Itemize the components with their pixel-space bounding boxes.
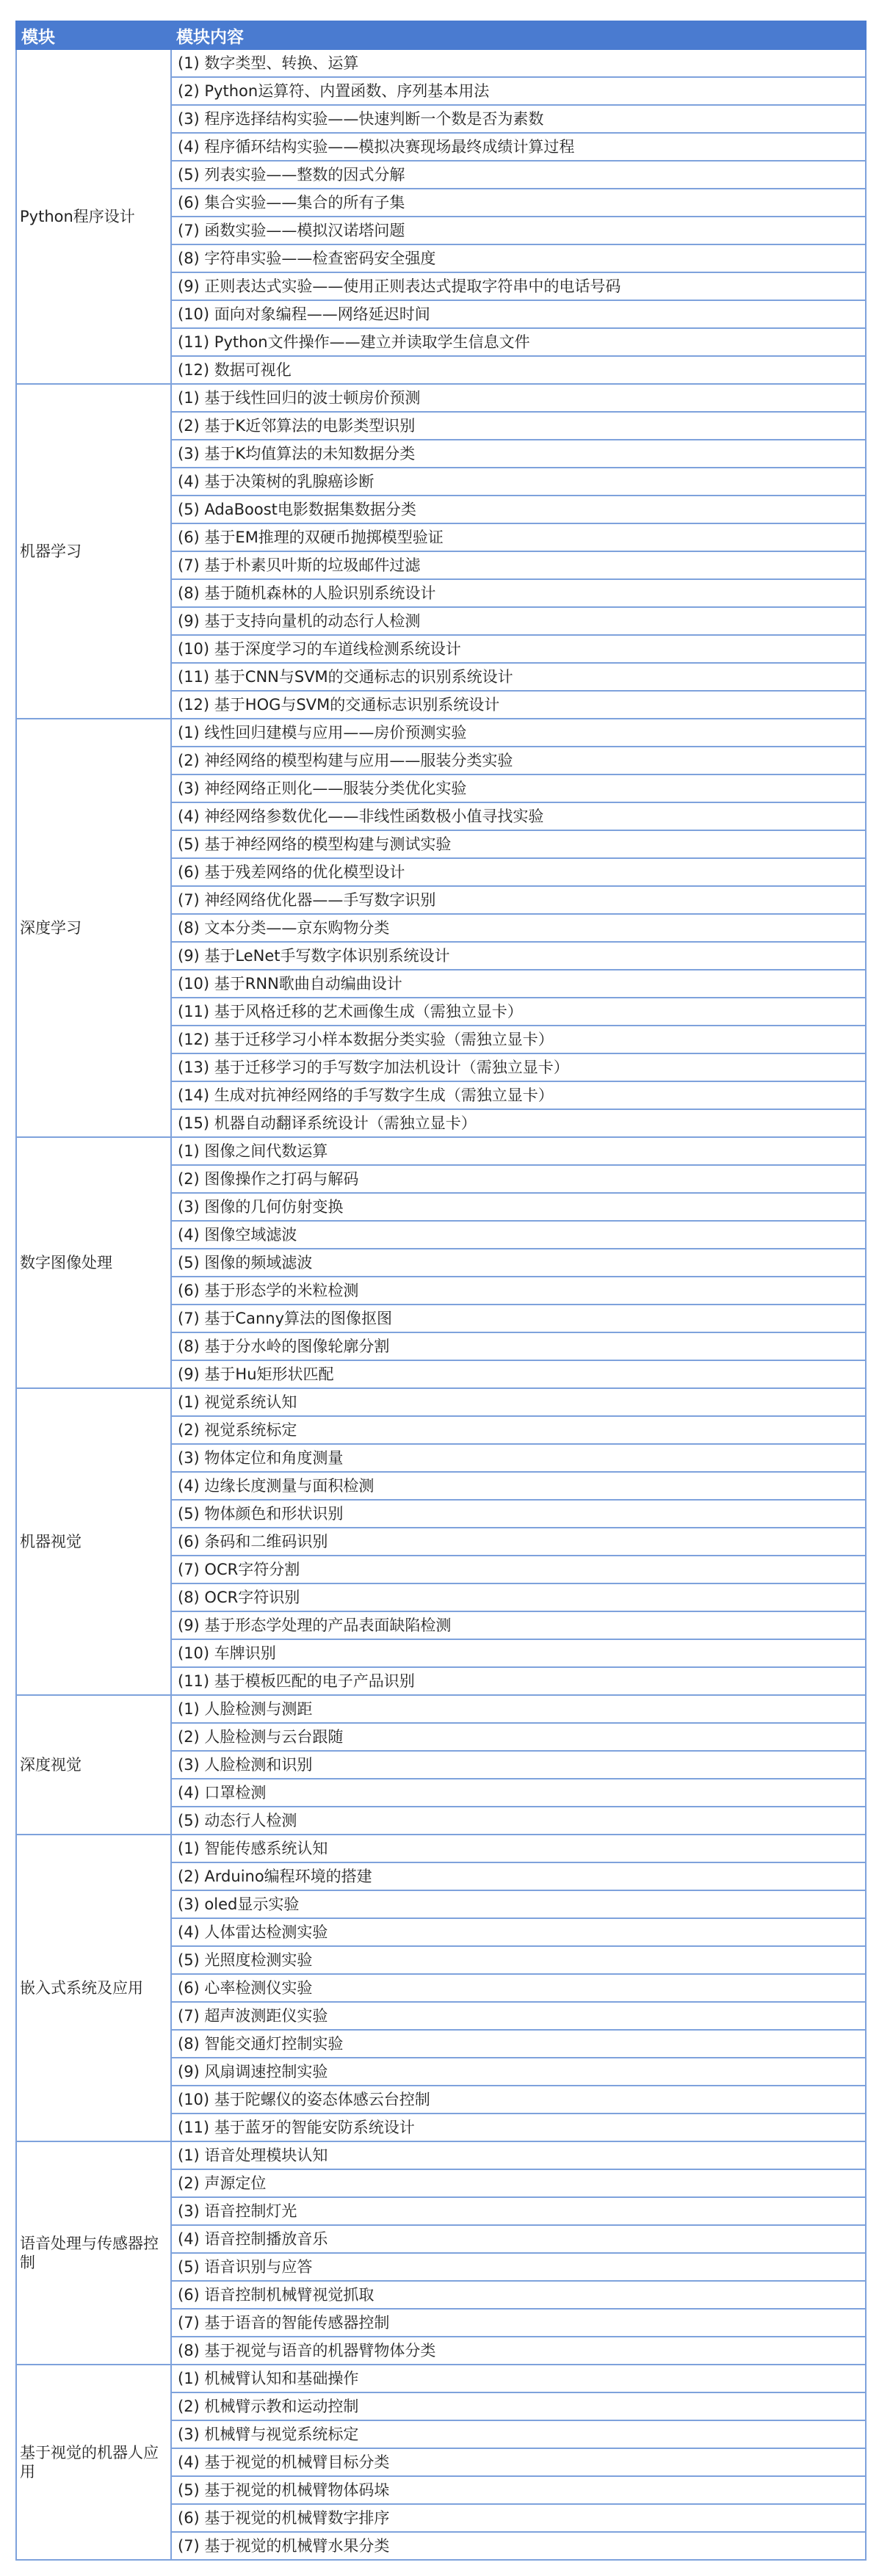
module-item-cell: (3) 机械臂与视觉系统标定 [171, 2420, 866, 2448]
module-item-cell: (1) 语音处理模块认知 [171, 2141, 866, 2169]
module-item-cell: (2) 神经网络的模型构建与应用——服装分类实验 [171, 747, 866, 774]
module-name-cell: 基于视觉的机器人应用 [16, 2365, 171, 2560]
module-item-cell: (9) 基于LeNet手写数字体识别系统设计 [171, 942, 866, 970]
module-item-cell: (5) 图像的频域滤波 [171, 1249, 866, 1277]
module-item-cell: (1) 线性回归建模与应用——房价预测实验 [171, 719, 866, 747]
module-item-cell: (9) 基于形态学处理的产品表面缺陷检测 [171, 1611, 866, 1639]
module-item-cell: (7) 基于朴素贝叶斯的垃圾邮件过滤 [171, 551, 866, 579]
module-item-cell: (2) 基于K近邻算法的电影类型识别 [171, 412, 866, 440]
module-item-cell: (2) Arduino编程环境的搭建 [171, 1862, 866, 1890]
module-item-cell: (3) 语音控制灯光 [171, 2197, 866, 2225]
table-header-row [16, 21, 866, 49]
table-row [16, 1835, 866, 1862]
module-item-cell: (1) 图像之间代数运算 [171, 1137, 866, 1165]
module-item-cell: (12) 数据可视化 [171, 356, 866, 384]
module-item-cell: (10) 基于陀螺仪的姿态体感云台控制 [171, 2086, 866, 2114]
module-item-cell: (8) 基于视觉与语音的机器臂物体分类 [171, 2337, 866, 2365]
module-item-cell: (3) 图像的几何仿射变换 [171, 1193, 866, 1221]
header-content: 模块内容 [171, 21, 866, 49]
module-item-cell: (1) 视觉系统认知 [171, 1388, 866, 1416]
module-item-cell: (1) 基于线性回归的波士顿房价预测 [171, 384, 866, 412]
module-item-cell: (9) 基于Hu矩形状匹配 [171, 1360, 866, 1388]
table-row [16, 2365, 866, 2392]
module-item-cell: (4) 基于决策树的乳腺癌诊断 [171, 468, 866, 496]
module-item-cell: (3) 神经网络正则化——服装分类优化实验 [171, 774, 866, 802]
module-item-cell: (7) 函数实验——模拟汉诺塔问题 [171, 217, 866, 244]
module-item-cell: (1) 人脸检测与测距 [171, 1695, 866, 1723]
table-row [16, 1695, 866, 1723]
module-item-cell: (3) 物体定位和角度测量 [171, 1444, 866, 1472]
module-item-cell: (10) 面向对象编程——网络延迟时间 [171, 300, 866, 328]
module-item-cell: (8) 字符串实验——检查密码安全强度 [171, 244, 866, 272]
module-item-cell: (5) 动态行人检测 [171, 1807, 866, 1835]
module-item-cell: (2) 人脸检测与云台跟随 [171, 1723, 866, 1751]
module-item-cell: (2) 机械臂示教和运动控制 [171, 2392, 866, 2420]
module-item-cell: (6) 基于残差网络的优化模型设计 [171, 858, 866, 886]
module-item-cell: (4) 人体雷达检测实验 [171, 1918, 866, 1946]
module-item-cell: (11) 基于模板匹配的电子产品识别 [171, 1667, 866, 1695]
module-item-cell: (8) OCR字符识别 [171, 1583, 866, 1611]
module-item-cell: (4) 程序循环结构实验——模拟决赛现场最终成绩计算过程 [171, 133, 866, 161]
module-item-cell: (3) oled显示实验 [171, 1890, 866, 1918]
module-name-cell: 数字图像处理 [16, 1137, 171, 1388]
module-item-cell: (2) 声源定位 [171, 2169, 866, 2197]
module-item-cell: (10) 基于深度学习的车道线检测系统设计 [171, 635, 866, 663]
module-item-cell: (5) 语音识别与应答 [171, 2253, 866, 2281]
module-item-cell: (14) 生成对抗神经网络的手写数字生成（需独立显卡） [171, 1081, 866, 1109]
module-item-cell: (10) 基于RNN歌曲自动编曲设计 [171, 970, 866, 998]
module-name-cell: 语音处理与传感器控制 [16, 2141, 171, 2365]
module-item-cell: (8) 智能交通灯控制实验 [171, 2030, 866, 2058]
module-item-cell: (4) 语音控制播放音乐 [171, 2225, 866, 2253]
module-name-cell: 机器学习 [16, 384, 171, 719]
module-item-cell: (12) 基于HOG与SVM的交通标志识别系统设计 [171, 691, 866, 719]
module-item-cell: (4) 基于视觉的机械臂目标分类 [171, 2448, 866, 2476]
module-item-cell: (9) 正则表达式实验——使用正则表达式提取字符串中的电话号码 [171, 272, 866, 300]
module-item-cell: (5) 基于视觉的机械臂物体码垛 [171, 2476, 866, 2504]
module-item-cell: (6) 心率检测仪实验 [171, 1974, 866, 2002]
module-item-cell: (8) 基于随机森林的人脸识别系统设计 [171, 579, 866, 607]
module-item-cell: (8) 基于分水岭的图像轮廓分割 [171, 1332, 866, 1360]
module-item-cell: (4) 边缘长度测量与面积检测 [171, 1472, 866, 1500]
module-item-cell: (15) 机器自动翻译系统设计（需独立显卡） [171, 1109, 866, 1137]
module-name-cell: 嵌入式系统及应用 [16, 1835, 171, 2141]
module-item-cell: (1) 智能传感系统认知 [171, 1835, 866, 1862]
module-item-cell: (11) 基于蓝牙的智能安防系统设计 [171, 2114, 866, 2141]
module-name-cell: 深度视觉 [16, 1695, 171, 1835]
module-name-cell: 机器视觉 [16, 1388, 171, 1695]
curriculum-table [15, 21, 867, 2561]
module-item-cell: (10) 车牌识别 [171, 1639, 866, 1667]
module-item-cell: (3) 程序选择结构实验——快速判断一个数是否为素数 [171, 105, 866, 133]
module-item-cell: (5) 列表实验——整数的因式分解 [171, 161, 866, 189]
module-item-cell: (5) 基于神经网络的模型构建与测试实验 [171, 830, 866, 858]
table-row [16, 49, 866, 77]
module-item-cell: (7) 基于视觉的机械臂水果分类 [171, 2532, 866, 2560]
table-row [16, 2141, 866, 2169]
module-item-cell: (4) 神经网络参数优化——非线性函数极小值寻找实验 [171, 802, 866, 830]
module-item-cell: (6) 集合实验——集合的所有子集 [171, 189, 866, 217]
module-item-cell: (8) 文本分类——京东购物分类 [171, 914, 866, 942]
module-item-cell: (12) 基于迁移学习小样本数据分类实验（需独立显卡） [171, 1026, 866, 1053]
module-item-cell: (5) 物体颜色和形状识别 [171, 1500, 866, 1528]
module-item-cell: (6) 基于视觉的机械臂数字排序 [171, 2504, 866, 2532]
header-module: 模块 [16, 21, 171, 49]
module-item-cell: (11) Python文件操作——建立并读取学生信息文件 [171, 328, 866, 356]
table-row [16, 1388, 866, 1416]
module-name-cell: Python程序设计 [16, 49, 171, 384]
module-item-cell: (2) 图像操作之打码与解码 [171, 1165, 866, 1193]
module-item-cell: (7) 超声波测距仪实验 [171, 2002, 866, 2030]
module-name-cell: 深度学习 [16, 719, 171, 1137]
table-row [16, 719, 866, 747]
module-item-cell: (7) OCR字符分割 [171, 1556, 866, 1583]
module-item-cell: (4) 口罩检测 [171, 1779, 866, 1807]
module-item-cell: (2) Python运算符、内置函数、序列基本用法 [171, 77, 866, 105]
module-item-cell: (11) 基于CNN与SVM的交通标志的识别系统设计 [171, 663, 866, 691]
module-item-cell: (11) 基于风格迁移的艺术画像生成（需独立显卡） [171, 998, 866, 1026]
module-item-cell: (6) 基于形态学的米粒检测 [171, 1277, 866, 1305]
table-row [16, 1137, 866, 1165]
module-item-cell: (5) AdaBoost电影数据集数据分类 [171, 496, 866, 523]
table-row [16, 384, 866, 412]
module-item-cell: (9) 风扇调速控制实验 [171, 2058, 866, 2086]
module-item-cell: (1) 数字类型、转换、运算 [171, 49, 866, 77]
table-body [16, 49, 866, 2560]
module-item-cell: (7) 基于Canny算法的图像抠图 [171, 1305, 866, 1332]
module-item-cell: (3) 人脸检测和识别 [171, 1751, 866, 1779]
module-item-cell: (5) 光照度检测实验 [171, 1946, 866, 1974]
module-item-cell: (7) 神经网络优化器——手写数字识别 [171, 886, 866, 914]
module-item-cell: (3) 基于K均值算法的未知数据分类 [171, 440, 866, 468]
module-item-cell: (6) 条码和二维码识别 [171, 1528, 866, 1556]
module-item-cell: (13) 基于迁移学习的手写数字加法机设计（需独立显卡） [171, 1053, 866, 1081]
module-item-cell: (6) 语音控制机械臂视觉抓取 [171, 2281, 866, 2309]
module-item-cell: (1) 机械臂认知和基础操作 [171, 2365, 866, 2392]
module-item-cell: (6) 基于EM推理的双硬币抛掷模型验证 [171, 523, 866, 551]
module-item-cell: (4) 图像空域滤波 [171, 1221, 866, 1249]
module-item-cell: (9) 基于支持向量机的动态行人检测 [171, 607, 866, 635]
module-item-cell: (7) 基于语音的智能传感器控制 [171, 2309, 866, 2337]
module-item-cell: (2) 视觉系统标定 [171, 1416, 866, 1444]
